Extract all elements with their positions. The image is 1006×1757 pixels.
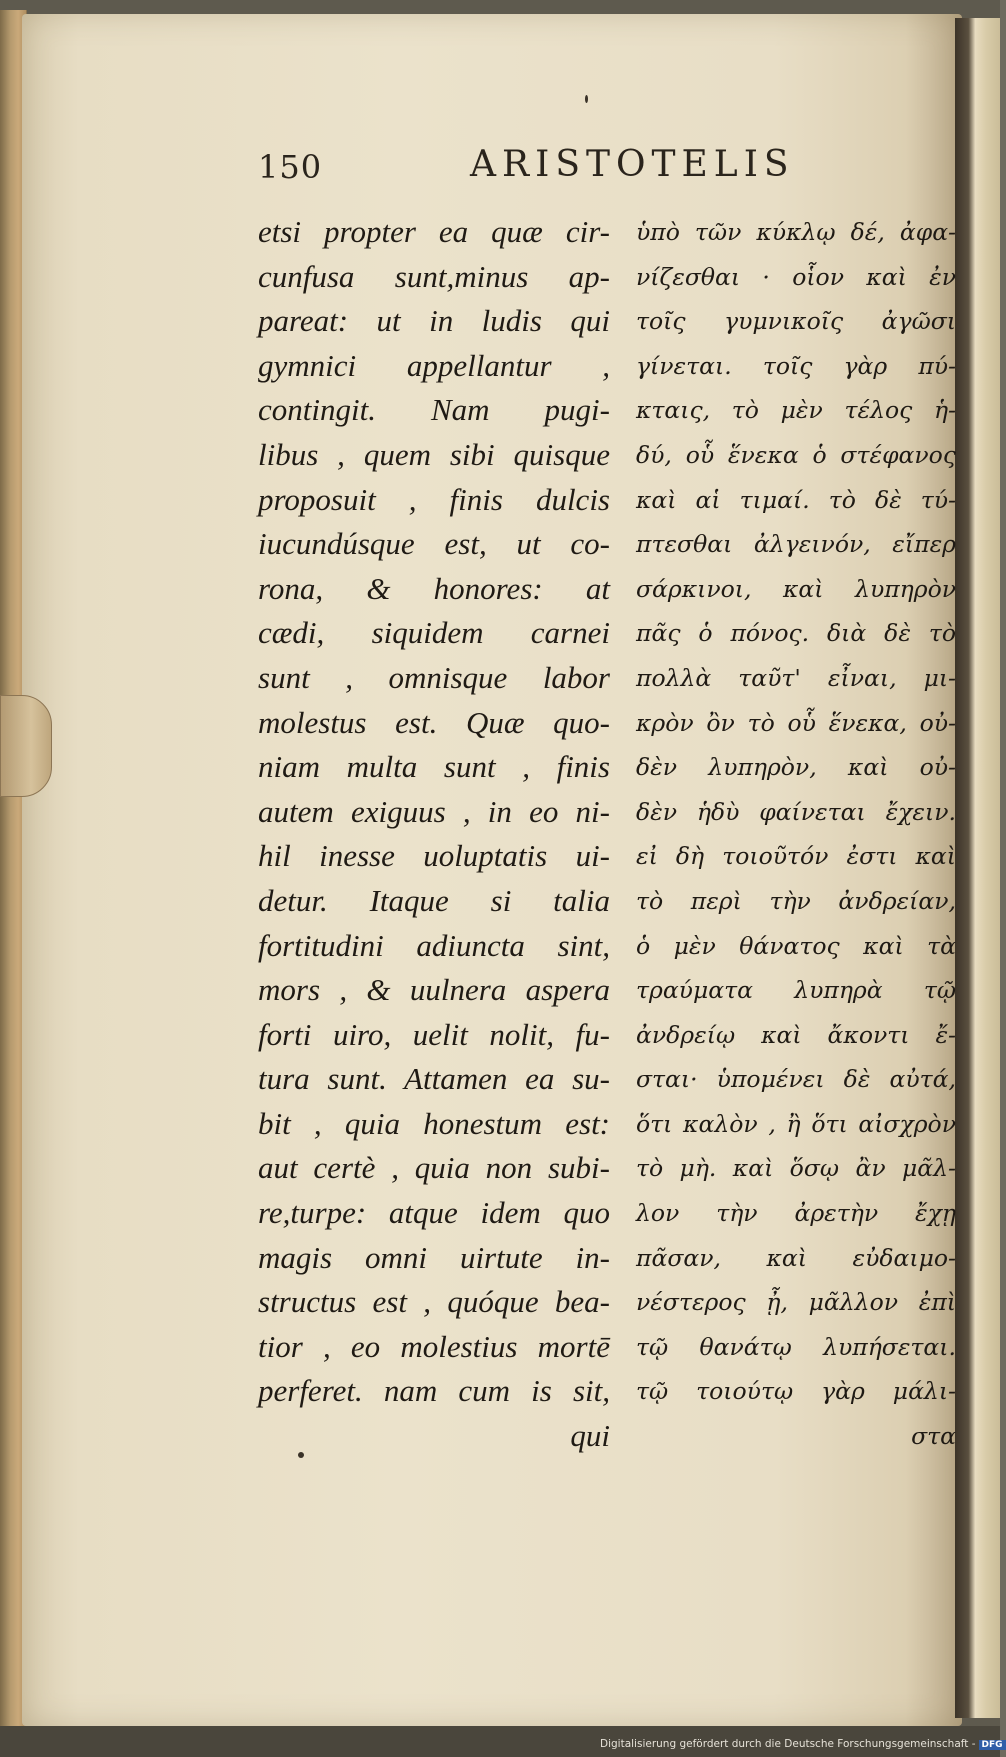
latin-text-line: iucundúsque est, ut co- <box>258 526 610 562</box>
latin-text-line: re,turpe: atque idem quo <box>258 1195 610 1231</box>
greek-text-line: λον τὴν ἀρετὴν ἔχῃ <box>636 1199 956 1228</box>
greek-text-line: ὁ μὲν θάνατος καὶ τὰ <box>636 931 956 960</box>
latin-text-column <box>258 210 610 1459</box>
greek-text-line: τοῖς γυμνικοῖς ἀγῶσι <box>636 307 956 336</box>
latin-text-line: bit , quia honestum est: <box>258 1105 610 1141</box>
greek-text-line: τραύματα λυπηρὰ τῷ <box>636 976 956 1005</box>
book-clasp <box>0 695 52 797</box>
greek-text-line: νέστερος ᾖ, μᾶλλον ἐπὶ <box>636 1288 956 1317</box>
latin-text-line: cædi, siquidem carnei <box>258 615 610 651</box>
greek-text-line: ὑπὸ τῶν κύκλῳ δέ, ἀφα- <box>636 218 956 246</box>
greek-text-line: πολλὰ ταῦτ' εἶναι, μι- <box>636 663 956 692</box>
greek-text-line: σται· ὑπομένει δὲ αὐτά, <box>636 1065 956 1094</box>
greek-text-line: πᾶς ὁ πόνος. διὰ δὲ τὸ <box>636 619 956 648</box>
latin-text-line: detur. Itaque si talia <box>258 882 610 918</box>
greek-text-line: κταις, τὸ μὲν τέλος ἡ- <box>636 396 956 425</box>
latin-text-line: forti uiro, uelit nolit, fu- <box>258 1016 610 1052</box>
greek-text-column <box>636 210 956 1459</box>
running-title: ARISTOTELIS <box>470 144 795 185</box>
greek-text-line: στα <box>911 1422 956 1451</box>
latin-text-line: aut certè , quia non subi- <box>258 1150 610 1186</box>
greek-text-line: κρὸν ὂν τὸ οὗ ἕνεκα, οὐ- <box>636 708 956 737</box>
latin-text-line: libus , quem sibi quisque <box>258 436 610 472</box>
latin-text-line: proposuit , finis dulcis <box>258 481 610 517</box>
digitization-credit <box>600 1738 1003 1750</box>
greek-text-line: τὸ περὶ τὴν ἀνδρείαν, <box>636 886 956 915</box>
latin-text-line: qui <box>570 1418 610 1454</box>
greek-text-line: ὅτι καλὸν , ἢ ὅτι αἰσχρὸν <box>636 1109 956 1138</box>
page-number: 150 <box>258 148 323 186</box>
latin-text-line: magis omni uirtute in- <box>258 1239 610 1275</box>
latin-text-line: pareat: ut in ludis qui <box>258 303 610 339</box>
latin-text-line: niam multa sunt , finis <box>258 749 610 785</box>
latin-text-line: tior , eo molestius mortē <box>258 1328 610 1364</box>
greek-text-line: δὲν λυπηρὸν, καὶ οὐ- <box>636 753 956 782</box>
latin-text-line: rona, & honores: at <box>258 570 610 606</box>
latin-text-line: structus est , quóque bea- <box>258 1284 610 1320</box>
latin-text-line: sunt , omnisque labor <box>258 659 610 695</box>
latin-text-line: contingit. Nam pugi- <box>258 392 610 428</box>
greek-text-line: νίζεσθαι · οἷον καὶ ἐν <box>636 262 956 291</box>
latin-text-line: mors , & uulnera aspera <box>258 972 610 1008</box>
book-right-edge <box>955 18 1000 1718</box>
latin-text-line: gymnici appellantur , <box>258 347 610 383</box>
latin-text-line: tura sunt. Attamen ea su- <box>258 1061 610 1097</box>
greek-text-line: ἀνδρείῳ καὶ ἄκοντι ἔ- <box>636 1020 956 1049</box>
greek-text-line: δὲν ἡδὺ φαίνεται ἔχειν. <box>636 797 956 826</box>
ink-speck <box>585 95 588 103</box>
ink-speck <box>298 1452 304 1458</box>
greek-text-line: σάρκινοι, καὶ λυπηρὸν <box>636 574 956 603</box>
latin-text-line: autem exiguus , in eo ni- <box>258 793 610 829</box>
greek-text-line: καὶ αἱ τιμαί. τὸ δὲ τύ- <box>636 485 956 514</box>
greek-text-line: δύ, οὗ ἕνεκα ὁ στέφανος <box>636 440 956 469</box>
latin-text-line: fortitudini adiuncta sint, <box>258 927 610 963</box>
greek-text-line: πᾶσαν, καὶ εὐδαιμο- <box>636 1243 956 1272</box>
dfg-logo: DFG <box>979 1740 1006 1750</box>
latin-text-line: perferet. nam cum is sit, <box>258 1373 610 1409</box>
greek-text-line: τὸ μὴ. καὶ ὅσῳ ἂν μᾶλ- <box>636 1154 956 1183</box>
greek-text-line: τῷ τοιούτῳ γὰρ μάλι- <box>636 1377 956 1406</box>
latin-text-line: cunfusa sunt,minus ap- <box>258 258 610 294</box>
latin-text-line: molestus est. Quæ quo- <box>258 704 610 740</box>
latin-text-line: hil inesse uoluptatis ui- <box>258 838 610 874</box>
latin-text-line: etsi propter ea quæ cir- <box>258 214 610 249</box>
greek-text-line: πτεσθαι ἀλγεινόν, εἴπερ <box>636 530 956 559</box>
greek-text-line: γίνεται. τοῖς γὰρ πύ- <box>636 351 956 380</box>
greek-text-line: τῷ θανάτῳ λυπήσεται. <box>636 1332 956 1361</box>
greek-text-line: εἰ δὴ τοιοῦτόν ἐστι καὶ <box>636 842 956 871</box>
credit-text: Digitalisierung gefördert durch die Deutsche Forschungsgemeinschaft - <box>600 1738 976 1750</box>
